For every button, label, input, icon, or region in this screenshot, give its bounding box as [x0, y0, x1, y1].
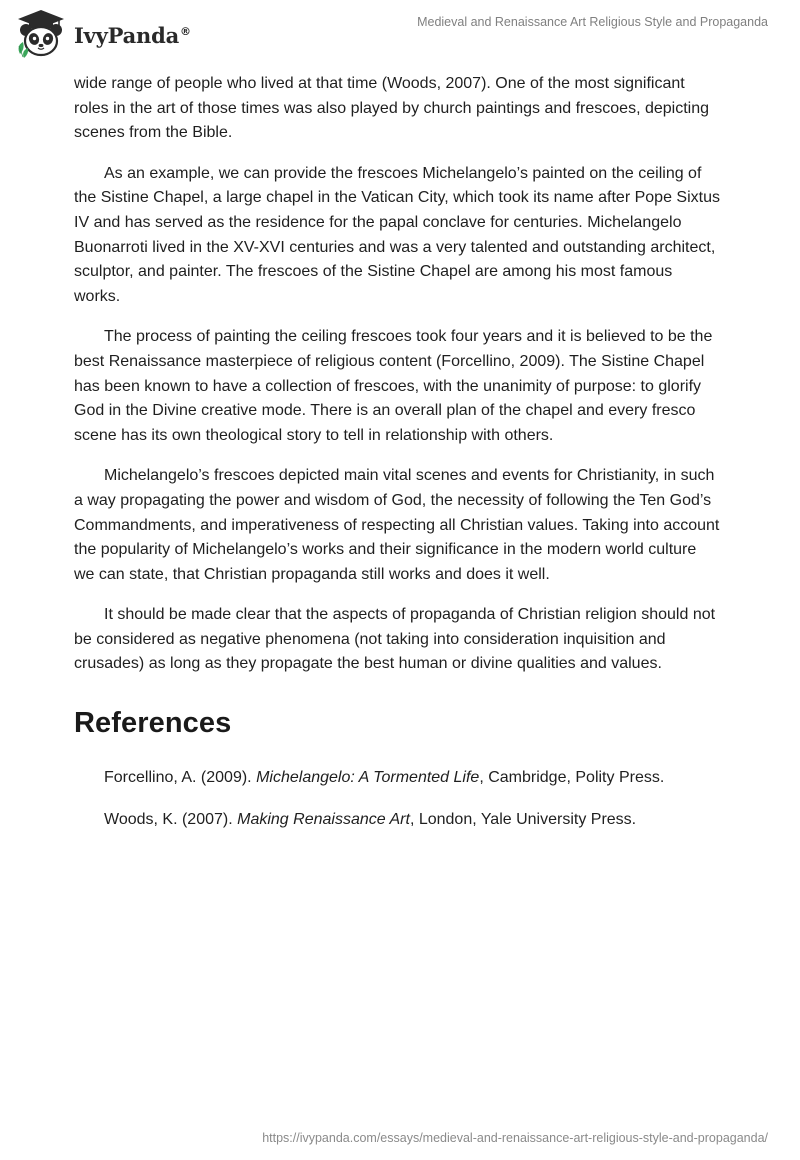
- brand-name: IvyPanda®: [74, 22, 191, 48]
- ivypanda-logo[interactable]: [14, 8, 191, 60]
- reference-publisher: , London, Yale University Press.: [409, 811, 637, 829]
- reference-item: [104, 808, 720, 832]
- paragraph-3: The process of painting the ceiling frescoes took four years and it is believed to be the best Renaissance masterpiece of religious content (Forcellino, 2009). The Sistine Chapel has been known to have a collection of frescoes, with the unanimity of purpose: to glorify God in the Divine creative mode. There is an overall plan of the chapel and every fresco scene has its own theological story to tell in relationship with others.: [74, 328, 713, 444]
- reference-author: Woods, K. (2007).: [104, 811, 238, 829]
- paragraph-1: wide range of people who lived at that time (Woods, 2007). One of the most significant roles in the art of those times was also played by church paintings and frescoes, depicting scenes from the Bible.: [74, 75, 710, 142]
- page-header: [0, 0, 800, 70]
- paragraph-4: Michelangelo’s frescoes depicted main vital scenes and events for Christianity, in such a way propagating the power and wisdom of God, the necessity of following the Ten God’s Commandments, and imperativeness of respecting all Christian values. Taking into account the popularity of Michelangelo’s works and their significance in the modern world culture we can state, that Christian propaganda still works and does it well.: [74, 467, 720, 583]
- reference-publisher: , Cambridge, Polity Press.: [479, 769, 665, 787]
- paragraph-5: It should be made clear that the aspects of propaganda of Christian religion should not be considered as negative phenomena (not taking into consideration inquisition and crusades) as long as they propagate the best human or divine qualities and values.: [74, 606, 716, 673]
- reference-item: [104, 766, 720, 790]
- reference-title: Making Renaissance Art: [237, 811, 410, 829]
- registered-mark: ®: [180, 24, 191, 38]
- essay-content: [74, 72, 720, 850]
- document-title: Medieval and Renaissance Art Religious Style and Propaganda: [417, 15, 768, 29]
- paragraph-2: As an example, we can provide the frescoes Michelangelo’s painted on the ceiling of the Sistine Chapel, a large chapel in the Vatican City, which took its name after Pope Sixtus IV and has served as the residence for the papal conclave for centuries. Michelangelo Buonarroti lived in the XV-XVI centuries and was a very talented and outstanding architect, sculptor, and painter. The frescoes of the Sistine Chapel are among his most famous works.: [74, 164, 720, 305]
- references-heading: References: [74, 707, 232, 740]
- panda-graduate-icon: [14, 8, 68, 60]
- reference-title: Michelangelo: A Tormented Life: [256, 769, 480, 787]
- source-url-link[interactable]: https://ivypanda.com/essays/medieval-and-renaissance-art-religious-style-and-propaganda/: [262, 1131, 768, 1145]
- reference-author: Forcellino, A. (2009).: [104, 769, 257, 787]
